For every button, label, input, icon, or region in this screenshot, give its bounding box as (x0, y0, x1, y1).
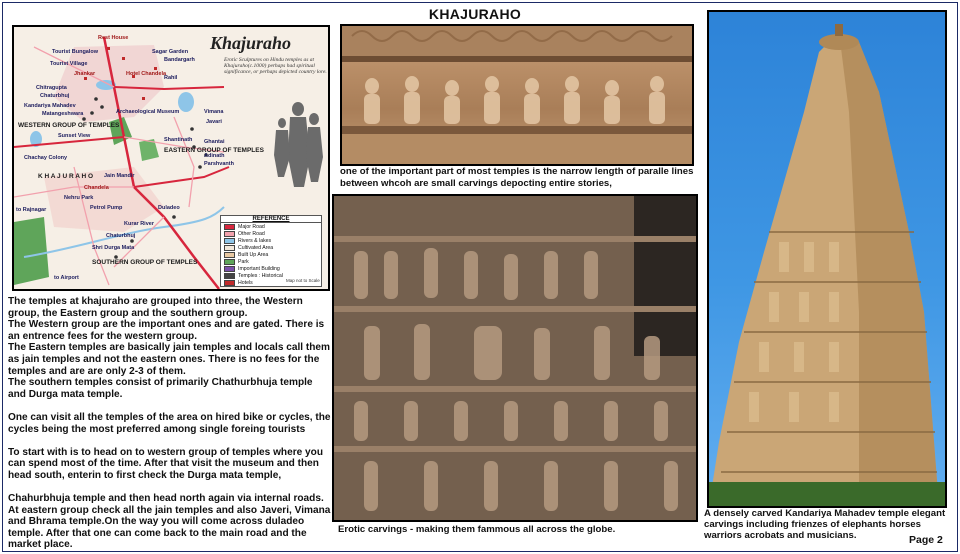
paragraph-route-start: To start with is to head on to western group of temples where you can spend most of the time. After that visit the museum and then head south, enterin to first check the Durga mata temple, (8, 446, 323, 481)
paragraph-transport: One can visit all the temples of the area on hired bike or cycles, the cycles being the most preferred among single foreing tourists (8, 411, 331, 435)
map-label-kandariya: Kandariya Mahadev (24, 103, 76, 109)
map-label-eastern-group: EASTERN GROUP OF TEMPLES (164, 147, 264, 154)
map-label-rest-house: Rest House (98, 35, 129, 41)
map-label-rahil: Rahil (164, 75, 178, 81)
map-label-khajuraho-town: K H A J U R A H O (38, 173, 94, 180)
map-label-parshvanth: Parshvanth (204, 161, 234, 167)
carvings-photo (332, 194, 698, 522)
legend-item: Hotels (221, 279, 321, 286)
legend-item: Important Building (221, 265, 321, 272)
frieze-caption: one of the important part of most temples is the narrow length of paralle lines between whcoh are small carvings depocting entire stories, (340, 166, 694, 189)
map-legend (220, 215, 322, 287)
temple-photo (707, 10, 947, 508)
map-label-bandargarh: Bandargarh (164, 57, 195, 63)
khajuraho-map (12, 25, 330, 291)
map-label-southern-group: SOUTHERN GROUP OF TEMPLES (92, 259, 198, 266)
map-label-shantinath: Shantinath (164, 137, 193, 143)
legend-item: Temples : Historical (221, 272, 321, 279)
map-label-hotel-chandela: Hotel Chandela (126, 71, 167, 77)
temple-drawing (709, 12, 945, 506)
map-label-sunset-view: Sunset View (58, 133, 91, 139)
map-label-rajnagar: to Rajnagar (16, 207, 47, 213)
map-label-airport: to Airport (54, 275, 79, 281)
map-label-adinath: Adinath (204, 153, 225, 159)
paragraph-groups: The temples at khajuraho are grouped into three, the Western group, the Eastern group and the southern group. The Western group are the important ones and are gated. There is an entrence fees for the western group. The Eastern temples are basically jain temples and locals call them as jain temples and not the eastern ones. There is no fees for the temples and are are only 2-3 of them. The southern temples consist of primarily Chathurbhuja temple and Durga mata temple. (8, 296, 331, 400)
map-label-jain-mandir: Jain Mandir (104, 173, 135, 179)
map-label-chaturbhuj-south: Chaturbhuj (106, 233, 136, 239)
legend-item: Park (221, 258, 321, 265)
map-label-durga-mata: Shri Durga Mata (92, 245, 135, 251)
map-label-kurar-river: Kurar River (124, 221, 154, 227)
map-label-sagar-garden: Sagar Garden (152, 49, 189, 55)
legend-item: Cultivated Area (221, 244, 321, 251)
map-label-chachay: Chachay Colony (24, 155, 68, 161)
carvings-caption: Erotic carvings - making them fammous all across the globe. (338, 524, 616, 535)
map-label-nehru-park: Nehru Park (64, 195, 94, 201)
body-text (8, 296, 333, 551)
map-label-western-group: WESTERN GROUP OF TEMPLES (18, 122, 120, 129)
temple-caption: A densely carved Kandariya Mahadev temple elegant carvings including frienzes of elephants horses warriors acrobats and musicians. (704, 508, 946, 542)
legend-item: Built Up Area (221, 251, 321, 258)
map-label-chaturbhuj: Chaturbhuj (40, 93, 70, 99)
map-label-chandela: Chandela (84, 185, 109, 191)
page-number: Page 2 (909, 534, 943, 546)
paragraph-route-end: Chahurbhuja temple and then head north again via internal roads. At eastern group check all the jain temples and also Javeri, Vimana and Bhrama temple.On the way you will come across duladeo temple. After that one can come back to the main road and the market place. (8, 493, 331, 551)
frieze-photo (340, 24, 694, 166)
map-label-javari: Javari (206, 119, 222, 125)
map-scale-note: Map not to Scale (286, 278, 320, 283)
map-title: Khajuraho (210, 33, 292, 53)
map-label-petrol-pump: Petrol Pump (90, 205, 123, 211)
legend-item: Rivers & lakes (221, 237, 321, 244)
map-label-vimana: Vimana (204, 109, 224, 115)
carvings-drawing (334, 196, 696, 520)
legend-item: Other Road (221, 230, 321, 237)
legend-item: Major Road (221, 223, 321, 230)
map-label-tourist-village: Tourist Village (50, 61, 88, 67)
map-label-tourist-bungalow: Tourist Bungalow (52, 49, 99, 55)
map-caption: Erotic Sculptures on Hindu temples as at Khajuraho(c.1000) perhaps had spiritual significance, or perhaps depicted country lore. (224, 57, 327, 75)
frieze-drawing (342, 26, 692, 164)
map-label-jhankar: Jhankar (74, 71, 96, 77)
map-label-ghantai: Ghantai (204, 139, 225, 145)
map-label-museum: Archaeological Museum (116, 109, 180, 115)
legend-title: REFERENCE (221, 216, 321, 223)
map-label-duladeo: Duladeo (158, 205, 180, 211)
map-label-matangeshwara: Matangeshwara (42, 111, 84, 117)
page-title: KHAJURAHO (428, 6, 522, 22)
map-label-chitragupta: Chitragupta (36, 85, 67, 91)
